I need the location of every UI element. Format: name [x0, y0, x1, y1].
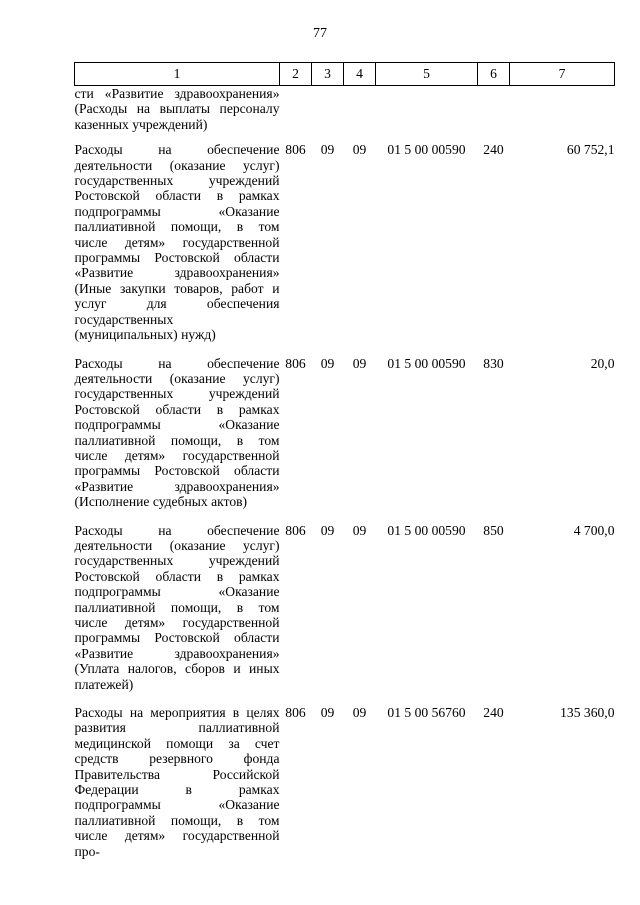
header-col-4: 4	[344, 63, 376, 86]
row-ministry	[280, 86, 312, 143]
row-expense-type: 240	[483, 142, 504, 158]
row-description: Расходы на обеспечение деятельности (оказание услуг) государственных учреждений Ростовской области в рамках подпрограммы «Оказание паллиативной помощи, в том числе детям» государственной программы Ростовской области «Развитие здравоохранения» (Иные закупки товаров, работ и услуг для обеспечения государственных (муниципальных) нужд)	[74, 142, 280, 343]
row-section: 09	[320, 142, 335, 158]
row-target: 01 5 00 56760	[387, 705, 466, 721]
row-amount: 20,0	[590, 355, 615, 371]
table-row	[75, 142, 615, 355]
row-ministry: 806	[285, 142, 306, 158]
row-expense-type: 240	[483, 705, 504, 721]
row-expense-type: 850	[483, 522, 504, 538]
row-ministry: 806	[285, 522, 306, 538]
row-amount: 135 360,0	[560, 705, 615, 721]
row-target: 01 5 00 00590	[387, 142, 466, 158]
row-subsection: 09	[352, 522, 367, 538]
row-subsection: 09	[352, 705, 367, 721]
row-ministry: 806	[285, 355, 306, 371]
row-subsection: 09	[352, 355, 367, 371]
header-col-6: 6	[478, 63, 510, 86]
row-target: 01 5 00 00590	[387, 355, 466, 371]
page-number: 77	[313, 26, 327, 41]
row-target: 01 5 00 00590	[387, 522, 466, 538]
row-expense-type: 830	[483, 355, 504, 371]
row-target	[376, 86, 478, 143]
table-row	[75, 356, 615, 523]
row-description: Расходы на обеспечение деятельности (оказание услуг) государственных учреждений Ростовской области в рамках подпрограммы «Оказание паллиативной помощи, в том числе детям» государственной программы Ростовской области «Развитие здравоохранения» (Исполнение судебных актов)	[74, 355, 280, 510]
row-subsection	[344, 86, 376, 143]
row-description: Расходы на мероприятия в целях развития паллиативной медицинской помощи за счет средств резервного фонда Правительства Российской Федерации в рамках подпрограммы «Оказание паллиативной помощи, в том числе детям» государственной про-	[74, 705, 280, 859]
header-col-2: 2	[280, 63, 312, 86]
row-section: 09	[320, 522, 335, 538]
table-row	[75, 86, 615, 143]
row-amount	[510, 86, 615, 143]
table-row	[75, 523, 615, 705]
header-col-1: 1	[75, 63, 280, 86]
row-amount: 4 700,0	[573, 522, 615, 538]
row-description: Расходы на обеспечение деятельности (оказание услуг) государственных учреждений Ростовской области в рамках подпрограммы «Оказание паллиативной помощи, в том числе детям» государственной программы Ростовской области «Развитие здравоохранения» (Уплата налогов, сборов и иных платежей)	[74, 522, 280, 692]
budget-table	[74, 62, 615, 872]
row-subsection: 09	[352, 142, 367, 158]
row-section	[312, 86, 344, 143]
row-expense-type	[478, 86, 510, 143]
row-amount: 60 752,1	[566, 142, 615, 158]
row-section: 09	[320, 705, 335, 721]
row-ministry: 806	[285, 705, 306, 721]
header-col-7: 7	[510, 63, 615, 86]
row-description: сти «Развитие здравоохранения» (Расходы на выплаты персоналу казенных учреждений)	[74, 86, 280, 132]
row-section: 09	[320, 355, 335, 371]
header-col-3: 3	[312, 63, 344, 86]
table-row	[75, 705, 615, 872]
header-col-5: 5	[376, 63, 478, 86]
table-header-row	[75, 63, 615, 86]
